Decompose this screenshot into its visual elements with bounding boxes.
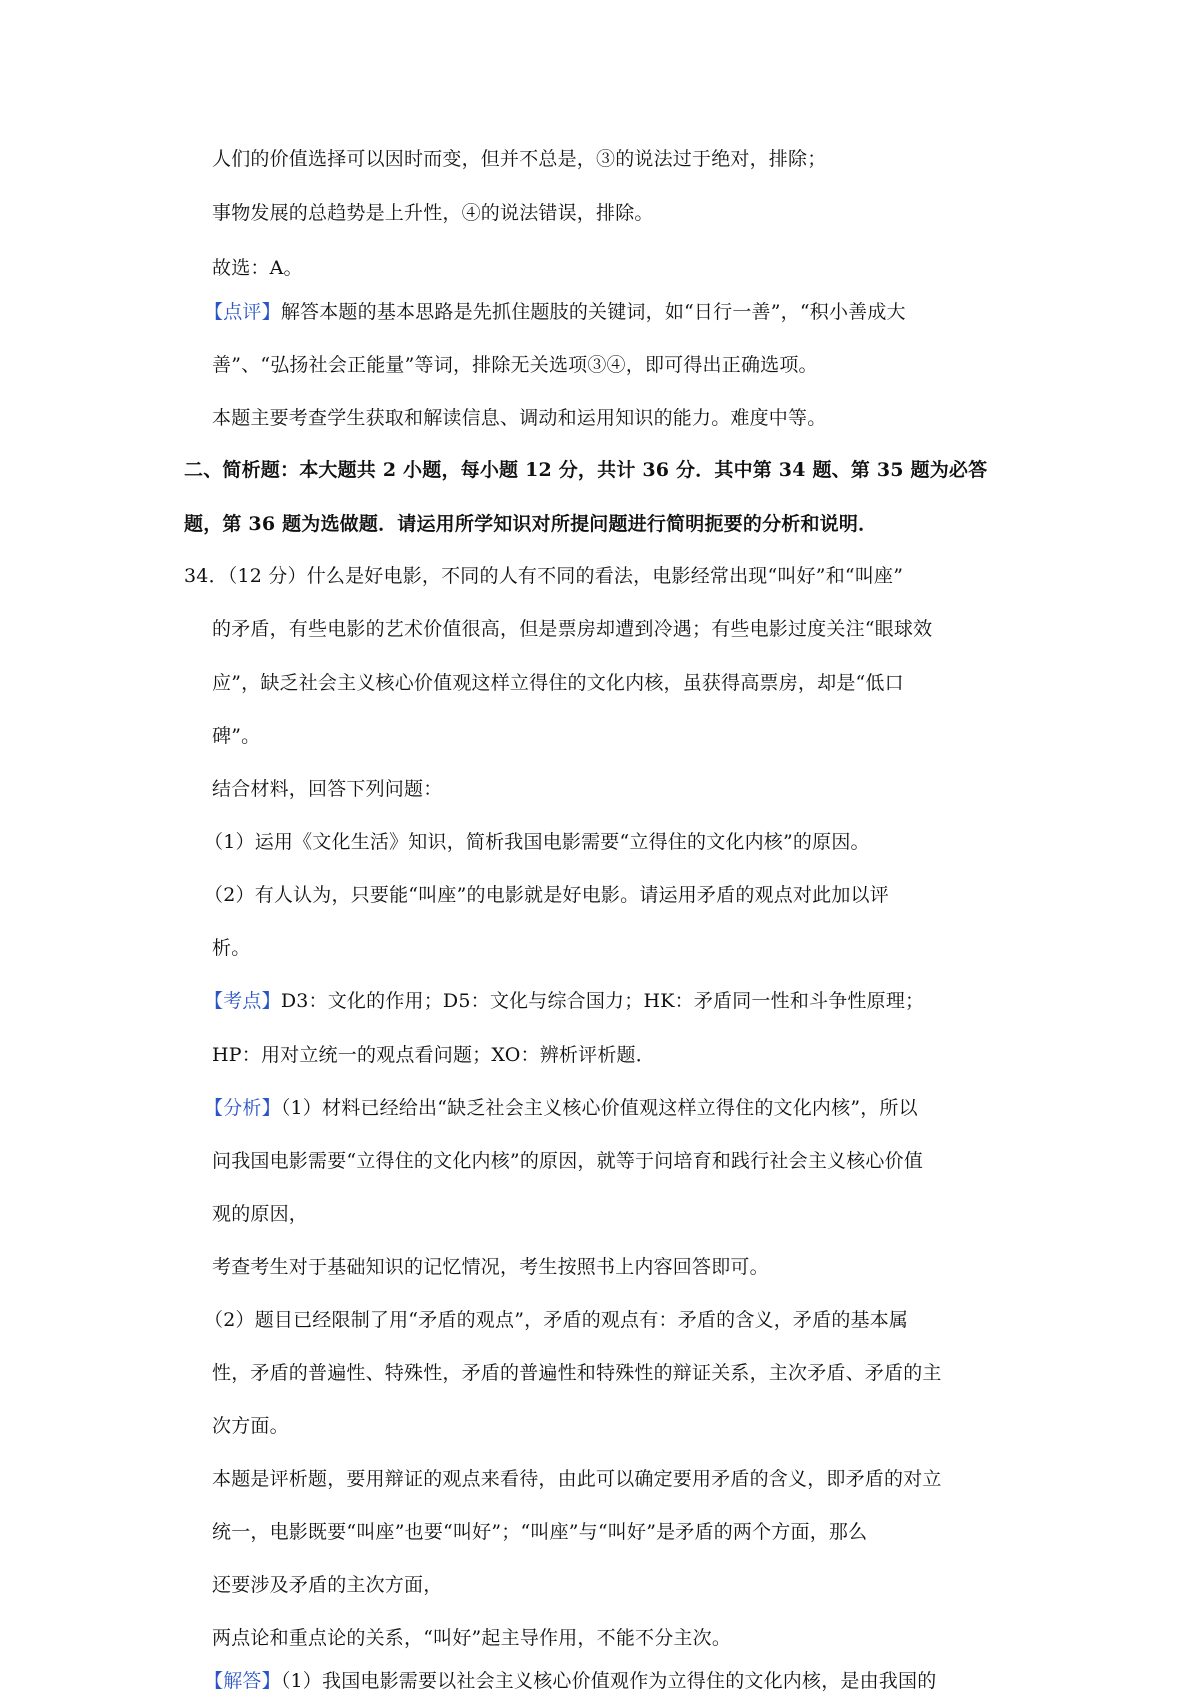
text-line: 人们的价值选择可以因时而变，但并不总是，③的说法过于绝对，排除； xyxy=(212,148,827,170)
text-line: 次方面。 xyxy=(212,1415,289,1437)
text-line: 本题是评析题，要用辩证的观点来看待，由此可以确定要用矛盾的含义，即矛盾的对立 xyxy=(212,1468,942,1490)
text-line: 考查考生对于基础知识的记忆情况，考生按照书上内容回答即可。 xyxy=(212,1256,769,1278)
kaodian-tag: 【考点】 xyxy=(204,990,281,1012)
question-line: 析。 xyxy=(212,937,251,959)
text-line: 统一，电影既要“叫座”也要“叫好”；“叫座”与“叫好”是矛盾的两个方面，那么 xyxy=(212,1521,868,1543)
question-line: （2）有人认为，只要能“叫座”的电影就是好电影。请运用矛盾的观点对此加以评 xyxy=(204,884,889,906)
text-line: （1）我国电影需要以社会主义核心价值观作为立得住的文化内核，是由我国的 xyxy=(280,1670,937,1692)
comment-tag: 【点评】 xyxy=(204,301,281,323)
text-line: 问我国电影需要“立得住的文化内核”的原因，就等于问培育和践行社会主义核心价值 xyxy=(212,1150,924,1172)
text-line: 还要涉及矛盾的主次方面， xyxy=(212,1574,443,1596)
text-line: 事物发展的总趋势是上升性，④的说法错误，排除。 xyxy=(212,202,654,224)
jieda-paragraph xyxy=(204,1668,936,1694)
fenxi-paragraph xyxy=(204,1095,918,1121)
question-line: 结合材料，回答下列问题： xyxy=(212,778,443,800)
text-line: D3：文化的作用；D5：文化与综合国力；HK：矛盾同一性和斗争性原理； xyxy=(280,990,925,1012)
text-line: 性，矛盾的普遍性、特殊性，矛盾的普遍性和特殊性的辩证关系，主次矛盾、矛盾的主 xyxy=(212,1362,942,1384)
question-line: 应”，缺乏社会主义核心价值观这样立得住的文化内核，虽获得高票房，却是“低口 xyxy=(212,672,904,694)
text-line: 故选：A。 xyxy=(212,257,303,279)
fenxi-tag: 【分析】 xyxy=(204,1097,281,1119)
section-heading: 二、简析题：本大题共 2 小题，每小题 12 分，共计 36 分．其中第 34 题、第 35 题为必答 xyxy=(184,459,988,481)
text-line: 本题主要考查学生获取和解读信息、调动和运用知识的能力。难度中等。 xyxy=(212,407,827,429)
jieda-tag: 【解答】 xyxy=(204,1670,281,1692)
text-line: 解答本题的基本思路是先抓住题肢的关键词，如“日行一善”，“积小善成大 xyxy=(280,301,906,323)
question-line: 碑”。 xyxy=(212,725,261,747)
comment-paragraph xyxy=(204,299,906,325)
text-line: 善”、“弘扬社会正能量”等词，排除无关选项③④，即可得出正确选项。 xyxy=(212,354,818,376)
question-line: （1）运用《文化生活》知识，简析我国电影需要“立得住的文化内核”的原因。 xyxy=(204,831,870,853)
question-line: 34．（12 分）什么是好电影，不同的人有不同的看法，电影经常出现“叫好”和“叫座” xyxy=(184,565,904,587)
text-line: 两点论和重点论的关系，“叫好”起主导作用，不能不分主次。 xyxy=(212,1627,732,1649)
text-line: HP：用对立统一的观点看问题；XO：辨析评析题． xyxy=(212,1044,655,1066)
question-line: 的矛盾，有些电影的艺术价值很高，但是票房却遭到冷遇；有些电影过度关注“眼球效 xyxy=(212,618,933,640)
text-line: （2）题目已经限制了用“矛盾的观点”，矛盾的观点有：矛盾的含义，矛盾的基本属 xyxy=(204,1309,909,1331)
section-heading: 题，第 36 题为选做题．请运用所学知识对所提问题进行简明扼要的分析和说明． xyxy=(184,513,878,535)
kaodian-paragraph xyxy=(204,988,924,1014)
text-line: （1）材料已经给出“缺乏社会主义核心价值观这样立得住的文化内核”，所以 xyxy=(280,1097,918,1119)
text-line: 观的原因， xyxy=(212,1203,309,1225)
